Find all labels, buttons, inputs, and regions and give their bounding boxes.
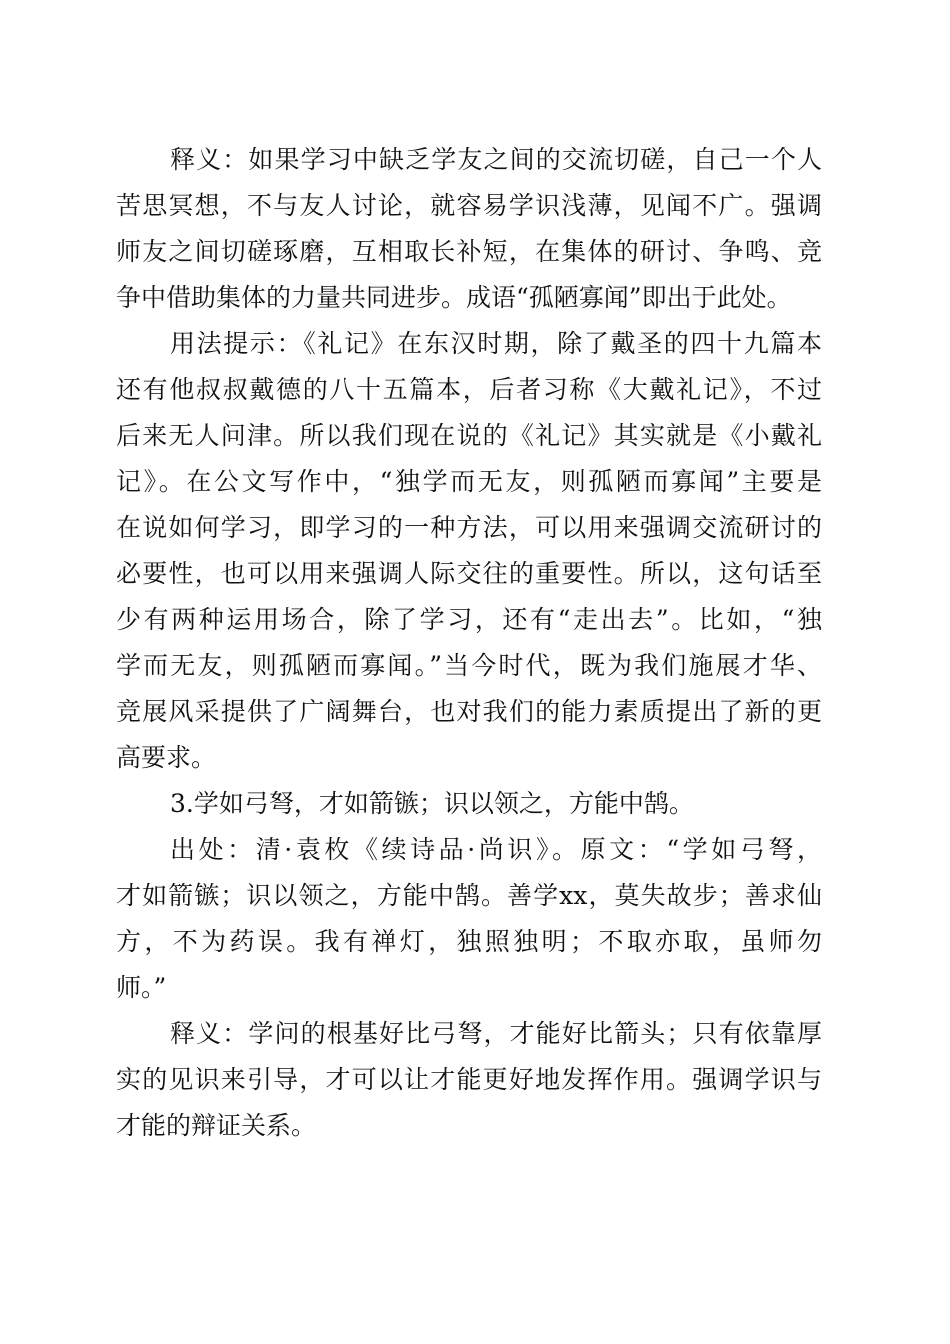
text-line: 在说如何学习，即学习的一种方法，可以用来强调交流研讨的 (116, 513, 822, 542)
text-line: 师友之间切磋琢磨，互相取长补短，在集体的研讨、争鸣、竞 (116, 237, 822, 266)
text-line: 释义：如果学习中缺乏学友之间的交流切磋，自己一个人 (170, 145, 822, 174)
document-body (116, 137, 822, 1149)
paragraph-usage-tip (116, 321, 822, 781)
text-line: 记》。在公文写作中，“独学而无友，则孤陋而寡闻”主要是 (116, 467, 822, 496)
text-line: 高要求。 (116, 743, 217, 772)
section-heading: 3.学如弓弩，才如箭镞；识以领之，方能中鹄。 (170, 789, 694, 818)
text-line: 出处：清·袁枚《续诗品·尚识》。原文：“学如弓弩， (170, 835, 822, 864)
paragraph-interpretation-1 (116, 137, 822, 321)
text-line: 竞展风采提供了广阔舞台，也对我们的能力素质提出了新的更 (116, 697, 822, 726)
text-line: 实的见识来引导，才可以让才能更好地发挥作用。强调学识与 (116, 1065, 822, 1094)
text-line: 还有他叔叔戴德的八十五篇本，后者习称《大戴礼记》，不过 (116, 375, 822, 404)
text-line: 少有两种运用场合，除了学习，还有“走出去”。比如，“独 (116, 605, 822, 634)
text-line: 师。” (116, 973, 167, 1002)
text-line: 争中借助集体的力量共同进步。成语“孤陋寡闻”即出于此处。 (116, 283, 792, 312)
text-line: 用法提示：《礼记》在东汉时期，除了戴圣的四十九篇本 (170, 329, 822, 358)
paragraph-interpretation-2 (116, 1011, 822, 1149)
text-line: 释义：学问的根基好比弓弩，才能好比箭头；只有依靠厚 (170, 1019, 822, 1048)
text-line: 才如箭镞；识以领之，方能中鹄。善学xx，莫失故步；善求仙 (116, 881, 822, 910)
text-line: 后来无人问津。所以我们现在说的《礼记》其实就是《小戴礼 (116, 421, 822, 450)
paragraph-heading-3 (116, 781, 822, 827)
paragraph-source (116, 827, 822, 1011)
text-line: 方，不为药误。我有禅灯，独照独明；不取亦取，虽师勿 (116, 927, 822, 956)
text-line: 学而无友，则孤陋而寡闻。”当今时代，既为我们施展才华、 (116, 651, 822, 680)
text-line: 才能的辩证关系。 (116, 1111, 317, 1140)
text-line: 必要性，也可以用来强调人际交往的重要性。所以，这句话至 (116, 559, 822, 588)
text-line: 苦思冥想，不与友人讨论，就容易学识浅薄，见闻不广。强调 (116, 191, 822, 220)
